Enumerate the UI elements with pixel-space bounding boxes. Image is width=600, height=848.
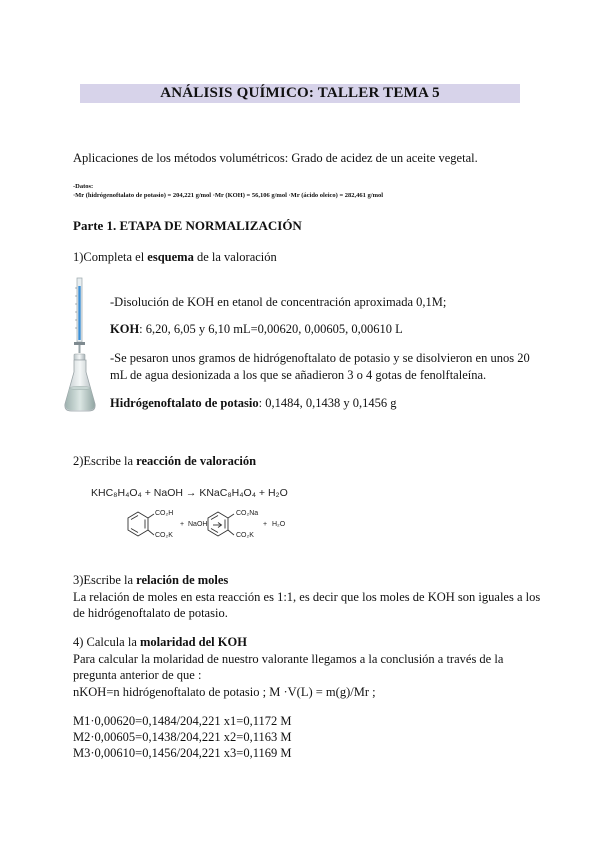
question-3-prefix: 3)Escribe la	[73, 573, 137, 587]
question-4-line-3: nKOH=n hidrógenoftalato de potasio ; M ·V(L) = m(g)/Mr ;	[73, 685, 376, 699]
scheme-line-3a: -Se pesaron unos gramos de hidrógenoftalato de potasio y se disolvieron en unos 20	[110, 351, 530, 365]
product-bottom-group: CO₂K	[236, 532, 254, 539]
question-4-line-1: Para calcular la molaridad de nuestro valorante llegamos a la conclusión a través de la	[73, 652, 504, 666]
molarity-result-2: M2·0,00605=0,1438/204,221 x2=0,1163 M	[73, 730, 292, 744]
page-title: ANÁLISIS QUÍMICO: TALLER TEMA 5	[80, 84, 520, 103]
question-1-prefix: 1)Completa el	[73, 250, 148, 264]
scheme-line-3b: mL de agua desionizada a los que se añadieron 3 o 4 gotas de fenolftaleína.	[110, 368, 487, 382]
datos-label: -Datos:	[73, 183, 94, 190]
datos-text: ·Mr (hidrógenoftalato de potasio) = 204,221 g/mol ·Mr (KOH) = 56,106 g/mol ·Mr (ácido oleico) = 282,461 g/mol	[73, 192, 384, 199]
scheme-hf-values: : 0,1484, 0,1438 y 0,1456 g	[258, 396, 397, 410]
question-3	[73, 572, 228, 589]
scheme-koh	[110, 321, 403, 338]
product-top-group: CO₂Na	[236, 510, 259, 517]
question-1-suffix: de la valoración	[193, 250, 277, 264]
scheme-hydrogenphthalate	[110, 395, 396, 412]
reactant-bottom-group: CO₂K	[155, 532, 173, 539]
question-4-bold: molaridad del KOH	[140, 635, 247, 649]
part1-heading: Parte 1. ETAPA DE NORMALIZACIÓN	[73, 218, 302, 233]
reactant-top-group: CO₂H	[155, 510, 174, 517]
reactant-naoh: NaOH	[188, 521, 208, 528]
product-water: H₂O	[272, 521, 286, 528]
question-2	[73, 453, 256, 470]
question-4-line-2: pregunta anterior de que :	[73, 668, 202, 682]
question-4-prefix: 4) Calcula la	[73, 635, 140, 649]
reaction-plus-1: +	[180, 521, 185, 528]
question-1	[73, 249, 277, 266]
question-4	[73, 634, 247, 651]
reaction-equation: KHC₈H₄O₄ + NaOH → KNaC₈H₄O₄ + H₂O	[91, 487, 288, 499]
question-3-line-1: La relación de moles en esta reacción es 1:1, es decir que los moles de KOH son iguales a los	[73, 590, 541, 604]
molarity-result-3: M3·0,00610=0,1456/204,221 x3=0,1169 M	[73, 746, 292, 760]
question-2-prefix: 2)Escribe la	[73, 454, 137, 468]
question-3-bold: relación de moles	[136, 573, 229, 587]
scheme-koh-values: : 6,20, 6,05 y 6,10 mL=0,00620, 0,00605, 0,00610 L	[139, 322, 403, 336]
scheme-hf-label: Hidrógenoftalato de potasio	[110, 396, 259, 410]
reaction-arrow-icon	[213, 521, 223, 529]
question-3-line-2: de hidrógenoftalato de potasio.	[73, 606, 228, 620]
scheme-koh-label: KOH	[110, 322, 140, 336]
question-2-bold: reacción de valoración	[136, 454, 257, 468]
question-1-bold: esquema	[147, 250, 194, 264]
molarity-result-1: M1·0,00620=0,1484/204,221 x1=0,1172 M	[73, 714, 292, 728]
scheme-line-1: -Disolución de KOH en etanol de concentración aproximada 0,1M;	[110, 295, 447, 309]
titration-apparatus-icon	[60, 276, 110, 414]
intro-text: Aplicaciones de los métodos volumétricos: Grado de acidez de un aceite vegetal.	[73, 151, 478, 165]
reaction-plus-2: +	[263, 521, 268, 528]
